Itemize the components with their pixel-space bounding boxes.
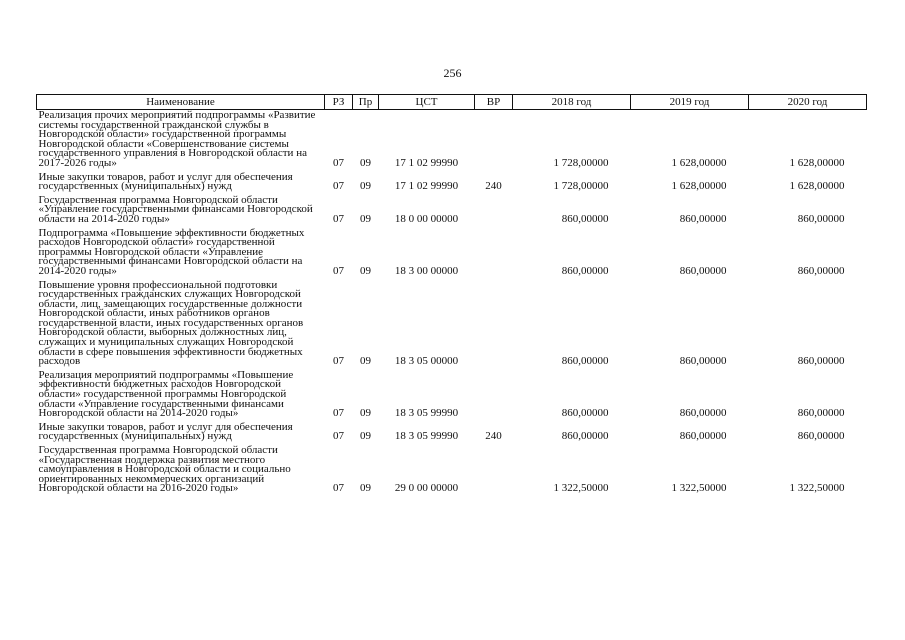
row-rz: 07 (333, 180, 344, 193)
row-2020: 860,00000 (797, 264, 845, 277)
row-pr: 09 (360, 482, 371, 495)
row-cst: 18 3 05 00000 (394, 355, 459, 368)
row-rz: 07 (333, 355, 344, 368)
row-rz: 07 (333, 430, 344, 443)
row-2020: 860,00000 (797, 430, 845, 443)
row-rz: 07 (333, 264, 344, 277)
row-name: Реализация мероприятий подпрограммы «Повышение эффективности бюджетных расходов Новгородской области» государственной программы Новгородской области «Управление государственными финансами Новгородской области на 2014-2020 годы» (38, 368, 294, 420)
row-pr: 09 (360, 430, 371, 443)
row-2018: 1 322,50000 (553, 482, 609, 495)
table-row (37, 172, 867, 195)
row-2020: 860,00000 (797, 355, 845, 368)
row-2019: 1 322,50000 (671, 482, 727, 495)
row-name: Иные закупки товаров, работ и услуг для обеспечения государственных (муниципальных) нужд (38, 420, 293, 443)
row-2019: 860,00000 (679, 407, 727, 420)
row-cst: 18 3 05 99990 (394, 407, 459, 420)
row-name: Подпрограмма «Повышение эффективности бюджетных расходов Новгородской области» государственной программы Новгородской области «Управление государственными финансами Новгородской области на 2014-2020 годы» (38, 226, 305, 277)
row-pr: 09 (360, 407, 371, 420)
row-name: Повышение уровня профессиональной подготовки государственных гражданских служащих Новгородской области, лиц, замещающих государственные должности Новгородской области, иных работников органов государственной власти, иных государственных органов Новгородской области, выборных должностных лиц, служащих и муниципальных служащих Новгородской области в сфере повышения эффективности бюджетных расходов (38, 278, 304, 368)
row-2018: 1 728,00000 (553, 156, 609, 169)
table-row (37, 370, 867, 422)
row-name: Реализация прочих мероприятий подпрограммы «Развитие системы государственной гражданской службы в Новгородской области» государственной программы Новгородской области «Совершенствование системы государственного управления в Новгородской области на 2017-2026 годы» (38, 109, 316, 169)
page-number: 256 (443, 66, 462, 80)
table-row (37, 445, 867, 497)
row-2020: 1 628,00000 (789, 180, 845, 193)
row-2018: 860,00000 (561, 407, 609, 420)
row-cst: 29 0 00 00000 (394, 482, 459, 495)
table-row (37, 280, 867, 370)
row-vr (475, 228, 513, 280)
header-name: Наименование (37, 95, 325, 110)
table-row (37, 110, 867, 172)
row-rz: 07 (333, 407, 344, 420)
table-row (37, 228, 867, 280)
row-cst: 18 3 05 99990 (394, 430, 459, 443)
header-2019: 2019 год (631, 95, 749, 110)
row-rz: 07 (333, 482, 344, 495)
row-rz: 07 (333, 212, 344, 225)
row-2019: 860,00000 (679, 264, 727, 277)
row-vr (475, 280, 513, 370)
row-2018: 860,00000 (561, 212, 609, 225)
row-2019: 1 628,00000 (671, 180, 727, 193)
row-2019: 1 628,00000 (671, 156, 727, 169)
row-cst: 17 1 02 99990 (394, 156, 459, 169)
header-vr: ВР (475, 95, 513, 110)
row-name: Государственная программа Новгородской области «Управление государственными финансами Новгородской области на 2014-2020 годы» (38, 193, 313, 225)
row-pr: 09 (360, 212, 371, 225)
row-vr (475, 370, 513, 422)
table-row (37, 422, 867, 445)
header-2018: 2018 год (513, 95, 631, 110)
row-2020: 860,00000 (797, 407, 845, 420)
row-2020: 860,00000 (797, 212, 845, 225)
row-pr: 09 (360, 264, 371, 277)
header-2020: 2020 год (749, 95, 867, 110)
table-row (37, 195, 867, 228)
row-pr: 09 (360, 156, 371, 169)
row-2018: 860,00000 (561, 264, 609, 277)
row-2018: 1 728,00000 (553, 180, 609, 193)
header-cst: ЦСТ (379, 95, 475, 110)
row-rz: 07 (333, 156, 344, 169)
row-vr (475, 110, 513, 172)
row-pr: 09 (360, 180, 371, 193)
row-vr (475, 445, 513, 497)
row-cst: 18 0 00 00000 (394, 212, 459, 225)
header-pr: Пр (353, 95, 379, 110)
header-rz: РЗ (325, 95, 353, 110)
row-name: Государственная программа Новгородской области «Государственная поддержка развития местного самоуправления в Новгородской области и социально ориентированных некоммерческих организаций Новгородской области на 2016-2020 годы» (38, 444, 291, 495)
row-pr: 09 (360, 355, 371, 368)
row-2019: 860,00000 (679, 430, 727, 443)
row-name: Иные закупки товаров, работ и услуг для обеспечения государственных (муниципальных) нужд (38, 170, 293, 193)
row-2020: 1 628,00000 (789, 156, 845, 169)
row-2018: 860,00000 (561, 430, 609, 443)
row-2018: 860,00000 (561, 355, 609, 368)
row-2020: 1 322,50000 (789, 482, 845, 495)
row-2019: 860,00000 (679, 355, 727, 368)
row-cst: 18 3 00 00000 (394, 264, 459, 277)
row-vr: 240 (485, 430, 502, 443)
row-vr (475, 195, 513, 228)
row-vr: 240 (485, 180, 502, 193)
row-cst: 17 1 02 99990 (394, 180, 459, 193)
table-header-row (37, 95, 867, 110)
row-2019: 860,00000 (679, 212, 727, 225)
budget-table (36, 94, 867, 497)
